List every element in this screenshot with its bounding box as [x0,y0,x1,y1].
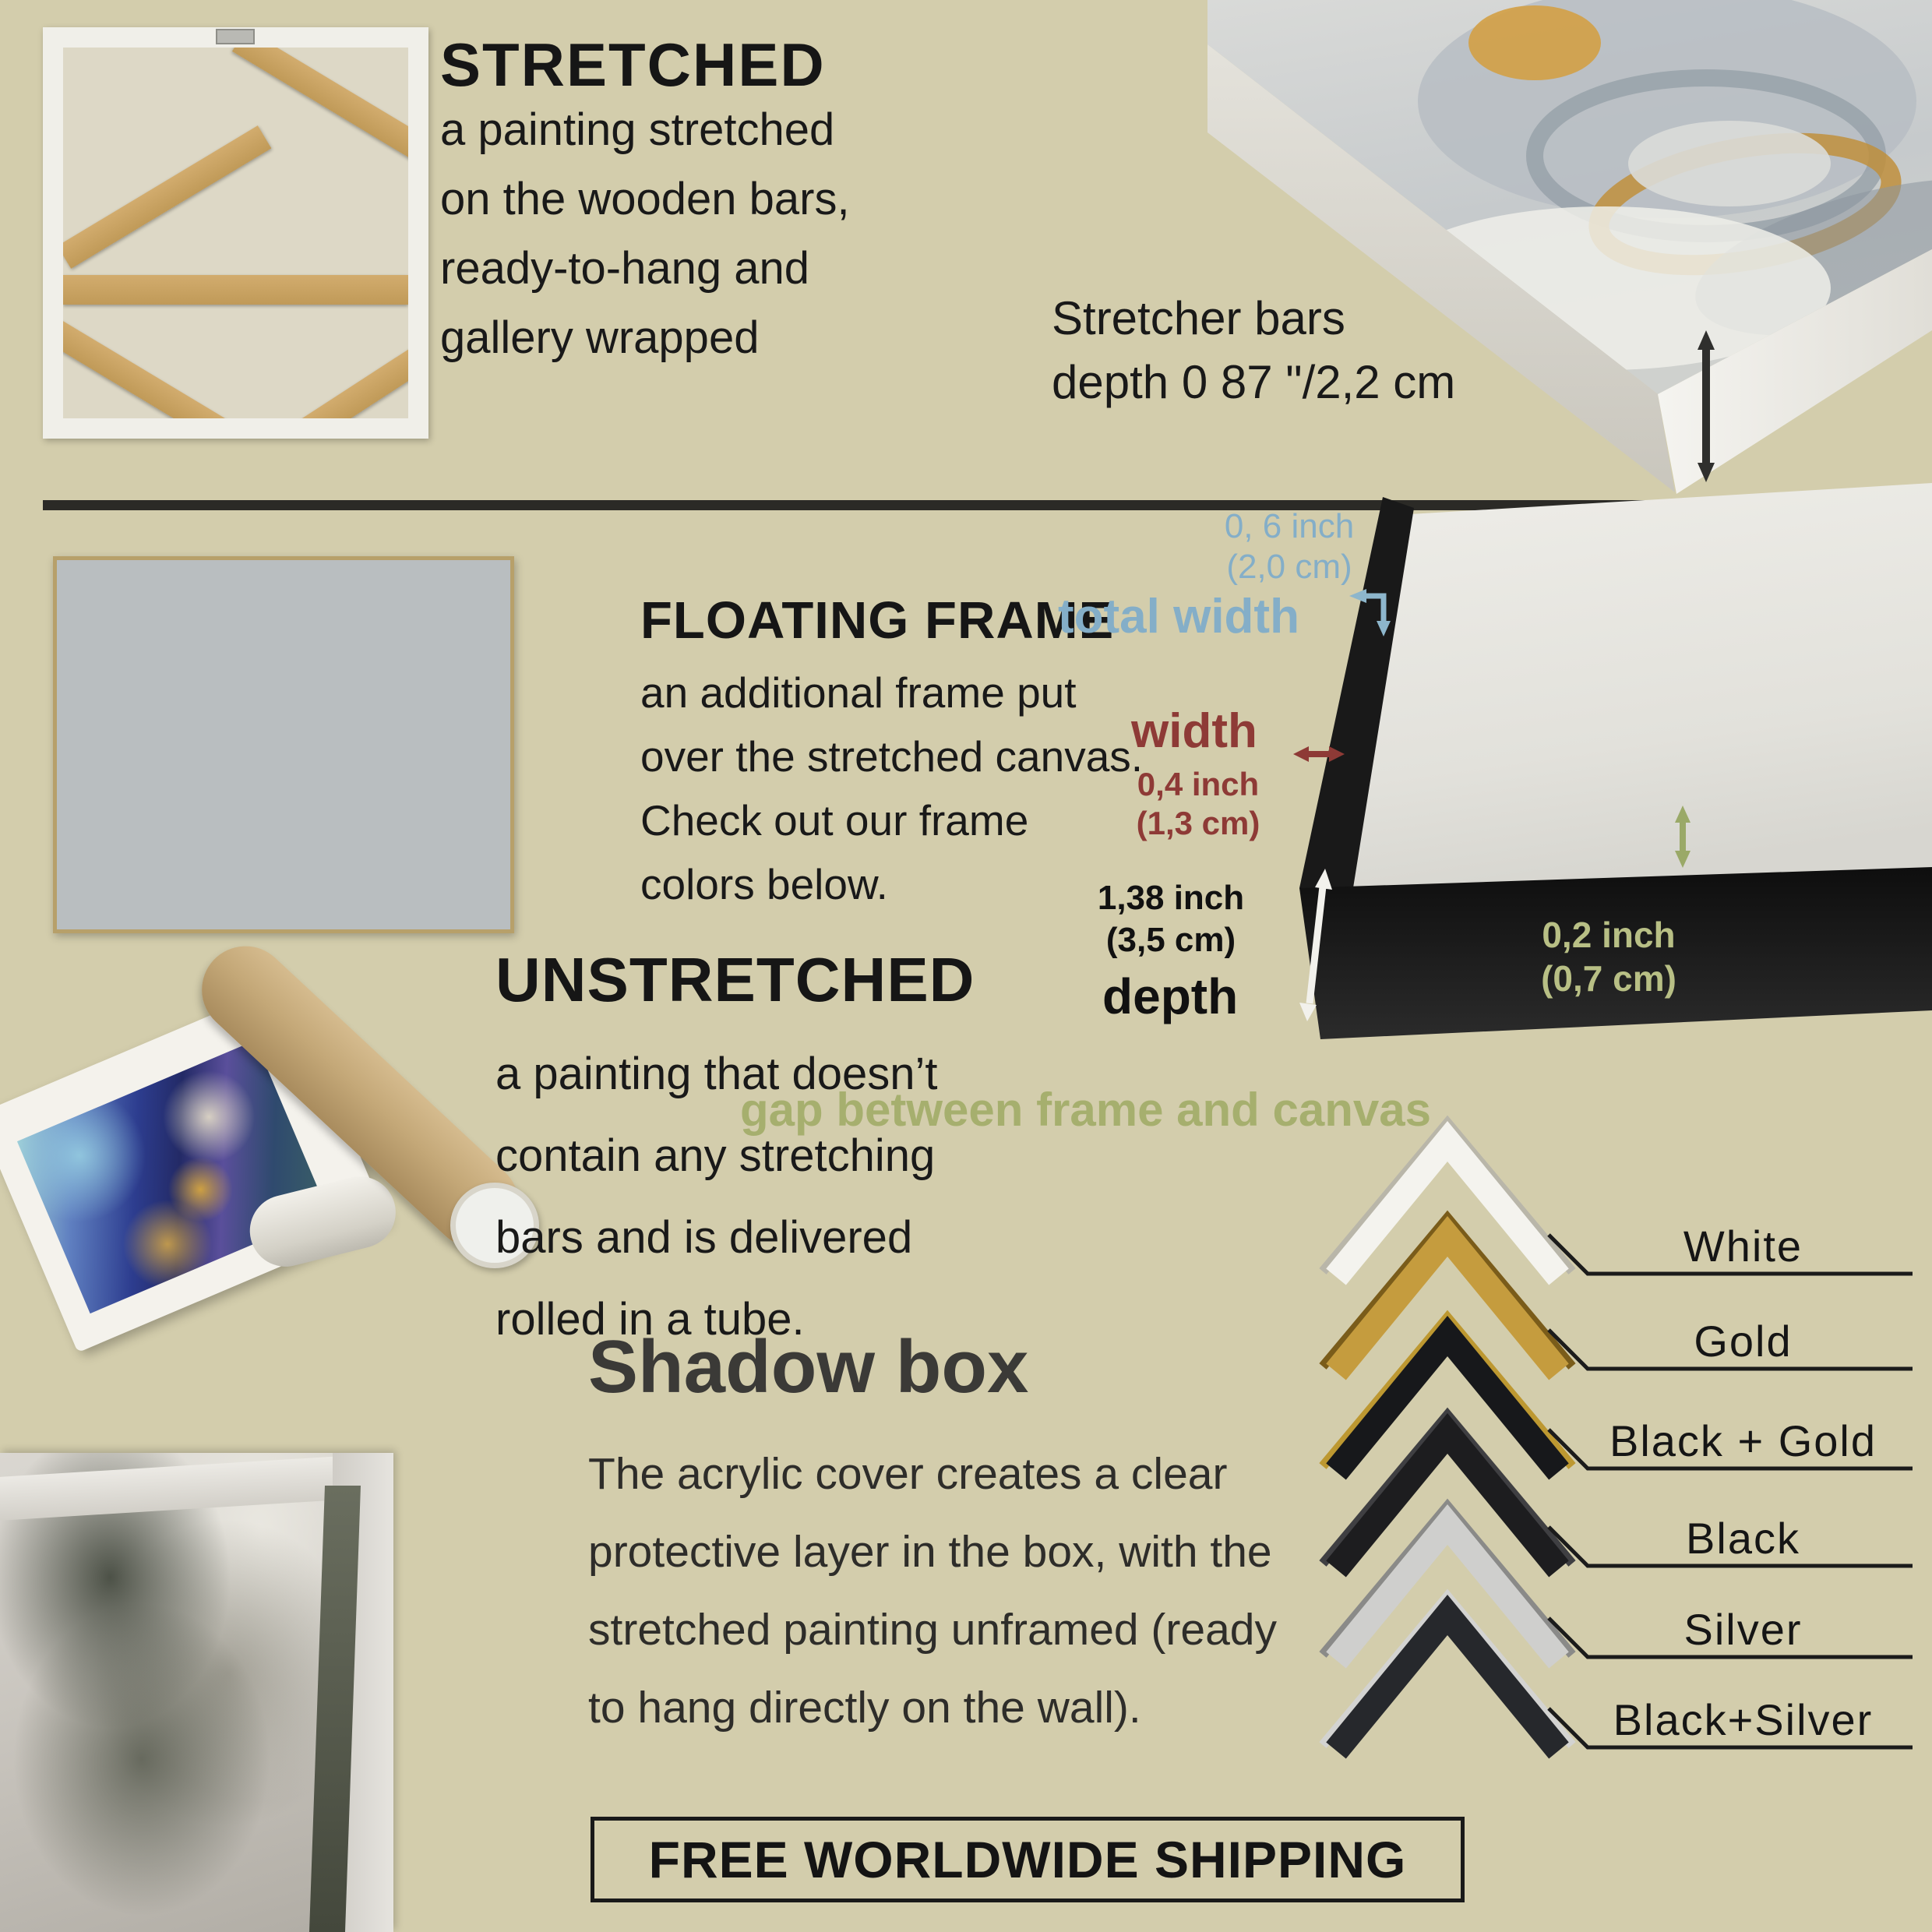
total-width-inch: 0, 6 inch [1224,507,1355,545]
stretched-paragraph [440,95,850,372]
floating-frame-line: over the stretched canvas. [640,732,1144,781]
wood-brace [63,320,249,418]
width-value [1112,765,1284,843]
gap-value [1519,913,1698,1000]
frame-option-label-white: White [1683,1222,1803,1271]
unstretched-line: bars and is delivered [495,1212,913,1263]
frame-option-label-black-gold: Black + Gold [1609,1416,1877,1465]
shadow-box-line: The acrylic cover creates a clear [588,1449,1228,1499]
stretcher-depth-line2: depth 0 87 "/2,2 cm [1052,356,1456,408]
stretched-line: a painting stretched [440,104,835,155]
wood-crossbar [63,275,408,305]
floating-frame-paragraph [640,661,1143,916]
frame-option-label-black: Black [1686,1514,1800,1563]
stretched-line: gallery wrapped [440,312,760,363]
floating-frame-line: Check out our frame [640,796,1029,844]
floating-frame-line: an additional frame put [640,668,1077,717]
total-width-value [1200,506,1379,587]
shadow-box-photo [0,1453,393,1932]
frame-option-black-silver [1317,1585,1924,1780]
total-width-label: total width [1058,590,1299,643]
depth-inch: 1,38 inch [1097,879,1245,917]
unstretched-line: contain any stretching [495,1130,936,1181]
stretched-line: on the wooden bars, [440,174,850,224]
unstretched-line: a painting that doesn’t [495,1049,938,1099]
gap-label: gap between frame and canvas [740,1084,1431,1136]
unstretched-title: UNSTRETCHED [495,945,975,1014]
floating-frame-painting-photo [53,556,514,933]
unstretched-photo [23,947,553,1391]
width-cm: (1,3 cm) [1136,805,1260,841]
shadow-box-line: stretched painting unframed (ready [588,1605,1278,1655]
wood-brace [256,329,408,418]
floating-frame-line: colors below. [640,860,888,908]
unstretched-paragraph [495,1033,938,1360]
unstretched-line: rolled in a tube. [495,1294,805,1345]
canvas-corner-photo [1200,0,1932,506]
stretched-title: STRETCHED [440,30,826,99]
shadow-box-line: protective layer in the box, with the [588,1527,1272,1577]
width-label: width [1131,704,1257,758]
width-inch: 0,4 inch [1137,766,1260,802]
frame-option-label-gold: Gold [1694,1317,1793,1366]
shipping-banner-text: FREE WORLDWIDE SHIPPING [648,1831,1407,1888]
total-width-cm: (2,0 cm) [1226,548,1352,586]
gap-cm: (0,7 cm) [1541,958,1676,999]
depth-value [1081,877,1260,961]
floating-frame-title: FLOATING FRAME [640,591,1115,650]
frame-option-label-silver: Silver [1683,1605,1803,1654]
stretcher-bars-photo [43,27,428,439]
shadow-box-paragraph [588,1435,1277,1747]
stretcher-depth-line1: Stretcher bars [1052,292,1345,344]
shadow-box-line: to hang directly on the wall). [588,1683,1141,1733]
shadow-box-title: Shadow box [588,1325,1029,1408]
depth-label: depth [1102,968,1239,1024]
stretcher-clamp [216,29,255,44]
depth-cm: (3,5 cm) [1105,921,1236,959]
gap-inch: 0,2 inch [1542,915,1676,955]
stretcher-canvas-back [63,48,408,418]
wood-brace [63,125,271,269]
shipping-banner [591,1817,1465,1902]
canvas-face [1352,483,1932,896]
stretched-line: ready-to-hang and [440,243,809,294]
frame-option-label-black-silver: Black+Silver [1613,1695,1874,1744]
